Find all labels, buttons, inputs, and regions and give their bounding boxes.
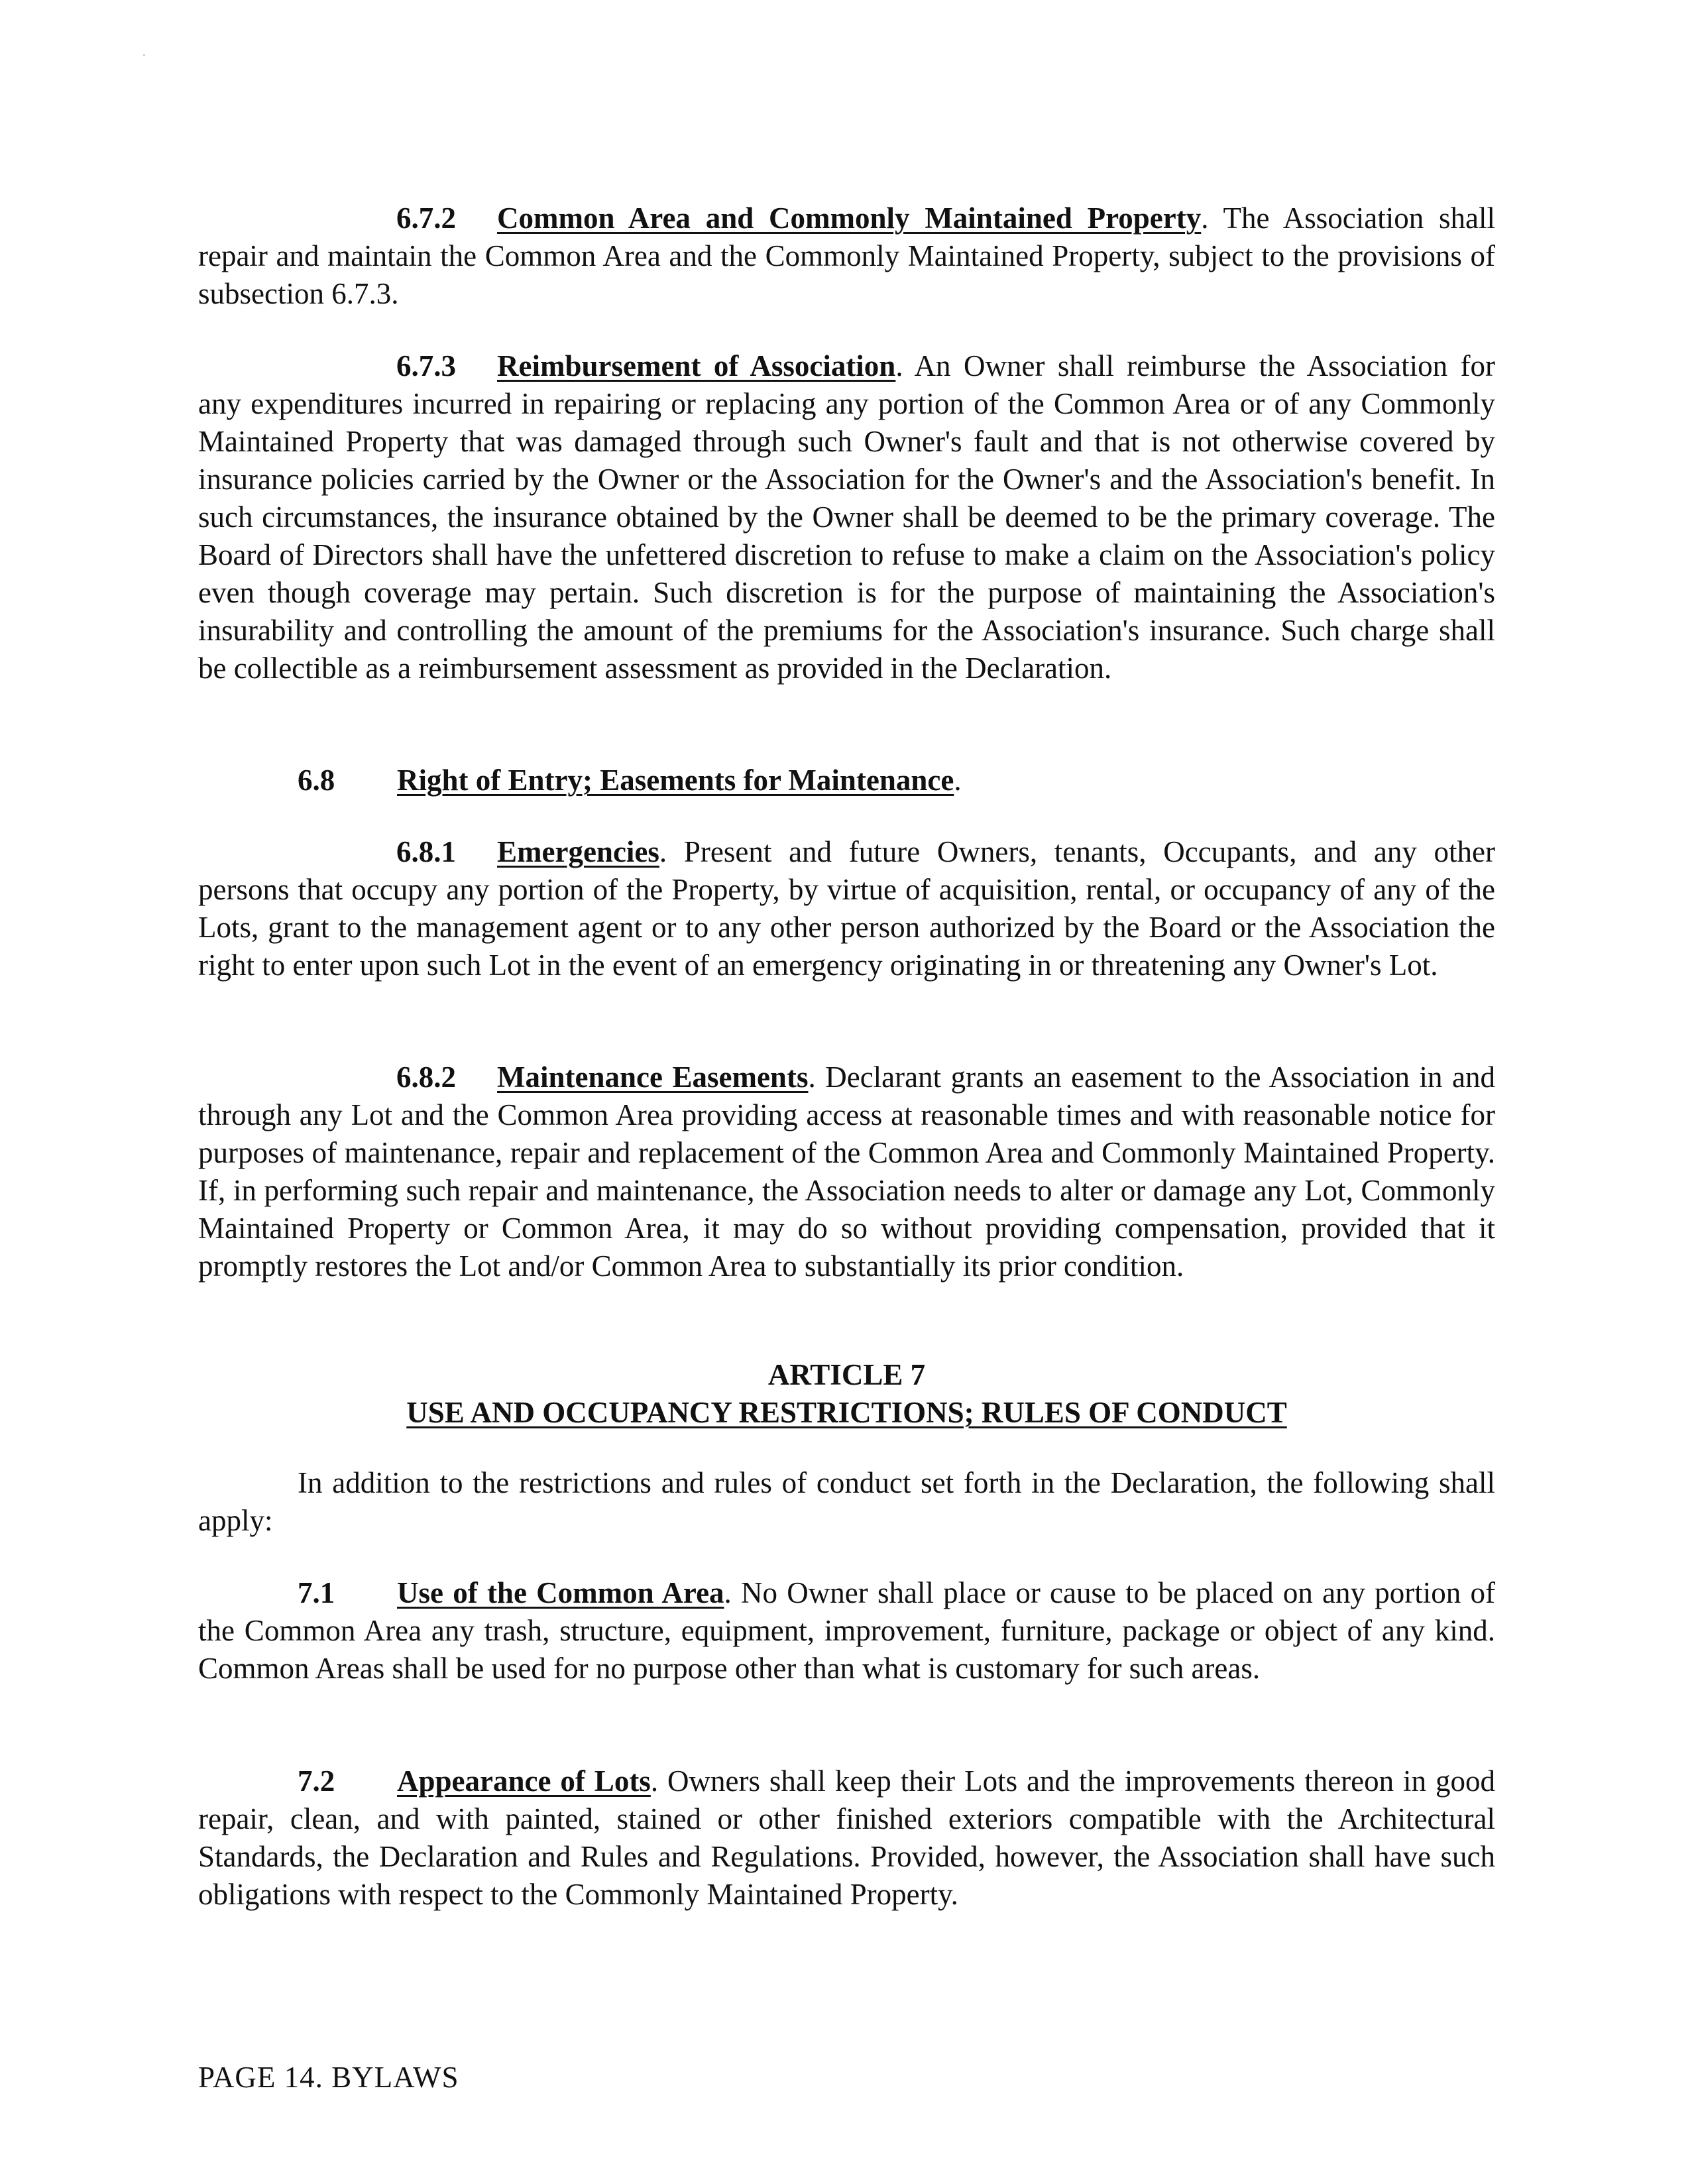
section-heading: Right of Entry; Easements for Maintenance [397,764,954,797]
section-text: . No Owner shall place or cause to be placed on any portion of the Common Area any trash, structure, equipment, improvement, furniture, package or object of any kind. Common Areas shall be used for no purpose other than what is customary for such areas. [198,1576,1495,1685]
section-6-8 [198,762,1495,799]
section-text: . Present and future Owners, tenants, Occupants, and any other persons that occupy any portion of the Property, by virtue of acquisition, rental, or occupancy of any of the Lots, grant to the management agent or to any other person authorized by the Board or the Association the right to enter upon such Lot in the event of an emergency originating in or threatening any Owner's Lot. [198,835,1495,982]
section-text: . [954,764,962,797]
scan-speck [143,54,145,56]
section-text: . Owners shall keep their Lots and the improvements thereon in good repair, clean, and with painted, stained or other finished exteriors compatible with the Architectural Standards, the Declaration and Rules and Regulations. Provided, however, the Association shall have such obligations with respect to the Commonly Maintained Property. [198,1764,1495,1911]
section-number: 6.8.1 [396,835,456,868]
section-6-8-1 [198,833,1495,984]
section-heading: Maintenance Easements [497,1061,809,1094]
section-heading: Appearance of Lots [397,1764,651,1798]
section-7-2 [198,1762,1495,1914]
section-6-7-2 [198,200,1495,313]
article-intro [198,1464,1495,1540]
section-heading: Common Area and Commonly Maintained Property [497,201,1202,235]
section-number: 6.7.3 [396,349,456,382]
section-number: 7.2 [298,1764,335,1798]
section-text: . An Owner shall reimburse the Association for any expenditures incurred in repairing or replacing any portion of the Common Area or of any Commonly Maintained Property that was damaged through such Owner's fault and that is not otherwise covered by insurance policies carried by the Owner or the Association for the Owner's and the Association's benefit. In such circumstances, the insurance obtained by the Owner shall be deemed to be the primary coverage. The Board of Directors shall have the unfettered discretion to refuse to make a claim on the Association's policy even though coverage may pertain. Such discretion is for the purpose of maintaining the Association's insurability and controlling the amount of the premiums for the Association's insurance. Such charge shall be collectible as a reimbursement assessment as provided in the Declaration. [198,349,1495,685]
section-number: 6.8.2 [396,1061,456,1094]
section-heading: Reimbursement of Association [497,349,896,382]
article-number: ARTICLE 7 [767,1358,926,1391]
section-number: 7.1 [298,1576,335,1609]
article-heading [198,1356,1495,1432]
section-number: 6.8 [298,764,335,797]
article-title: USE AND OCCUPANCY RESTRICTIONS; RULES OF CONDUCT [406,1396,1287,1429]
page-footer: PAGE 14. BYLAWS [198,2061,459,2094]
section-7-1 [198,1574,1495,1688]
section-6-8-2 [198,1059,1495,1285]
intro-text: In addition to the restrictions and rules of conduct set forth in the Declaration, the following shall apply: [198,1466,1495,1537]
section-number: 6.7.2 [396,201,456,235]
section-6-7-3 [198,347,1495,687]
section-text: . The Association shall repair and maintain the Common Area and the Commonly Maintained Property, subject to the provisions of subsection 6.7.3. [198,201,1495,310]
section-heading: Emergencies [497,835,659,868]
section-heading: Use of the Common Area [397,1576,724,1609]
section-text: . Declarant grants an easement to the Association in and through any Lot and the Common Area providing access at reasonable times and with reasonable notice for purposes of maintenance, repair and replacement of the Common Area and Commonly Maintained Property. If, in performing such repair and maintenance, the Association needs to alter or damage any Lot, Commonly Maintained Property or Common Area, it may do so without providing compensation, provided that it promptly restores the Lot and/or Common Area to substantially its prior condition. [198,1061,1495,1283]
